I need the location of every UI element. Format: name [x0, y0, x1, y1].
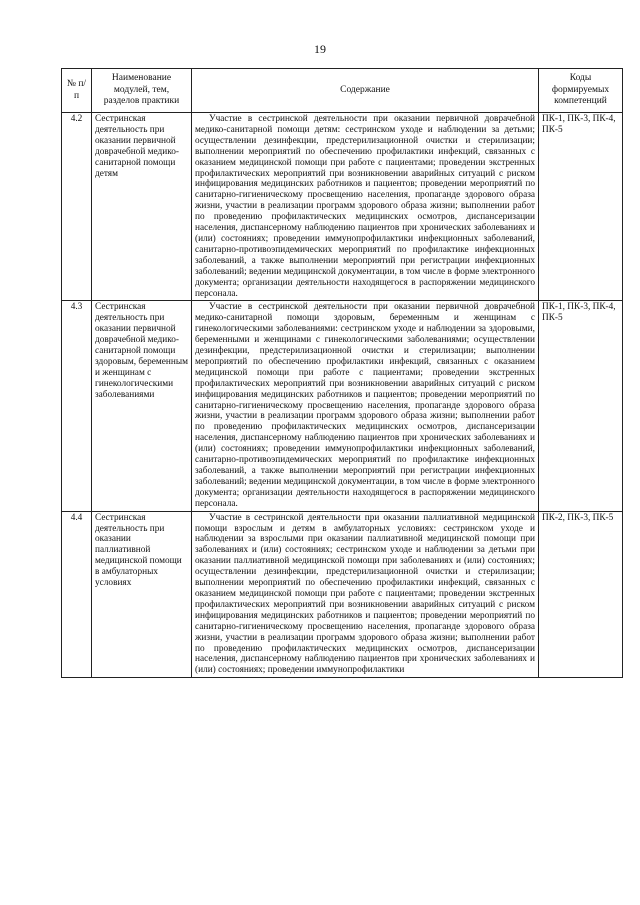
table-row: [62, 301, 623, 511]
row-codes: ПК-1, ПК-3, ПК-4, ПК-5: [539, 301, 623, 511]
row-name: Сестринская деятельность при оказании первичной доврачебной медико-санитарной помощи здоровым, беременным и женщинам с гинекологическими заболеваниями: [92, 301, 192, 511]
row-codes: ПК-1, ПК-3, ПК-4, ПК-5: [539, 113, 623, 301]
header-num: № п/п: [62, 69, 92, 113]
row-name: Сестринская деятельность при оказании паллиативной медицинской помощи в амбулаторных условиях: [92, 511, 192, 678]
row-codes: ПК-2, ПК-3, ПК-5: [539, 511, 623, 678]
row-num: 4.4: [62, 511, 92, 678]
table-header-row: [62, 69, 623, 113]
header-codes: Коды формируемых компетенций: [539, 69, 623, 113]
table-row: [62, 113, 623, 301]
practice-table: [61, 68, 623, 678]
row-name: Сестринская деятельность при оказании первичной доврачебной медико-санитарной помощи детям: [92, 113, 192, 301]
header-name: Наименование модулей, тем, разделов практики: [92, 69, 192, 113]
table-row: [62, 511, 623, 678]
row-num: 4.2: [62, 113, 92, 301]
row-content: Участие в сестринской деятельности при оказании первичной доврачебной медико-санитарной помощи здоровым, беременным и женщинам с гинекологическими заболеваниями: сестринском уходе и наблюдении за здоровыми, беременными и женщинами с гинекологическими заболеваниями; осуществлении дезинфекции, предстерилизационной очистки и стерилизации; выполнении мероприятий по обеспечению профилактики инфекций, связанных с оказанием медицинской помощи при работе с пациентами; проведении экстренных профилактических мероприятий при возникновении аварийных ситуаций с риском инфицирования медицинских работников и пациентов; проведении мероприятий по санитарно-гигиеническому просвещению населения, пропаганде здорового образа жизни, участии в реализации программ здорового образа жизни; выполнении работ по проведению профилактических медицинских осмотров, диспансеризации населения, диспансерному наблюдению пациентов при хронических заболеваниях и (или) состояниях; проведении иммунопрофилактики инфекционных заболеваний, санитарно-противоэпидемических мероприятий по профилактике инфекционных заболеваний, а также выполнении мероприятий при регистрации инфекционных заболеваний; ведении медицинской документации, в том числе в форме электронного документа; организации деятельности находящегося в распоряжении медицинского персонала.: [192, 301, 539, 511]
header-content: Содержание: [192, 69, 539, 113]
page-number: 19: [314, 42, 326, 56]
row-num: 4.3: [62, 301, 92, 511]
row-content: Участие в сестринской деятельности при оказании первичной доврачебной медико-санитарной помощи детям: сестринском уходе и наблюдении за детьми; осуществлении дезинфекции, предстерилизационной очистки и стерилизации; выполнении мероприятий по обеспечению профилактики инфекций, связанных с оказанием медицинской помощи при работе с пациентами; проведении экстренных профилактических мероприятий при возникновении аварийных ситуаций с риском инфицирования медицинских работников и пациентов; проведении мероприятий по санитарно-гигиеническому просвещению населения, пропаганде здорового образа жизни, участии в реализации программ здорового образа жизни; выполнении работ по проведению профилактических медицинских осмотров, диспансеризации населения, диспансерному наблюдению пациентов при хронических заболеваниях и (или) состояниях; проведении иммунопрофилактики инфекционных заболеваний, санитарно-противоэпидемических мероприятий по профилактике инфекционных заболеваний, а также выполнении мероприятий при регистрации инфекционных заболеваний; ведении медицинской документации, в том числе в форме электронного документа; организации деятельности находящегося в распоряжении медицинского персонала.: [192, 113, 539, 301]
row-content: Участие в сестринской деятельности при оказании паллиативной медицинской помощи взрослым и детям в амбулаторных условиях: сестринском уходе и наблюдении за взрослыми при оказании паллиативной медицинской помощи при заболеваниях и (или) состояниях; сестринском уходе и наблюдении за детьми при оказании паллиативной медицинской помощи при заболеваниях и (или) состояниях; осуществлении дезинфекции, предстерилизационной очистки и стерилизации; выполнении мероприятий по обеспечению профилактики инфекций, связанных с оказанием медицинской помощи при работе с пациентами; проведении экстренных профилактических мероприятий при возникновении аварийных ситуаций с риском инфицирования медицинских работников и пациентов; проведении мероприятий по санитарно-гигиеническому просвещению населения, пропаганде здорового образа жизни, участии в реализации программ здорового образа жизни; выполнении работ по проведению профилактических медицинских осмотров, диспансеризации населения, диспансерному наблюдению пациентов при хронических заболеваниях и (или) состояниях; проведении иммунопрофилактики: [192, 511, 539, 678]
